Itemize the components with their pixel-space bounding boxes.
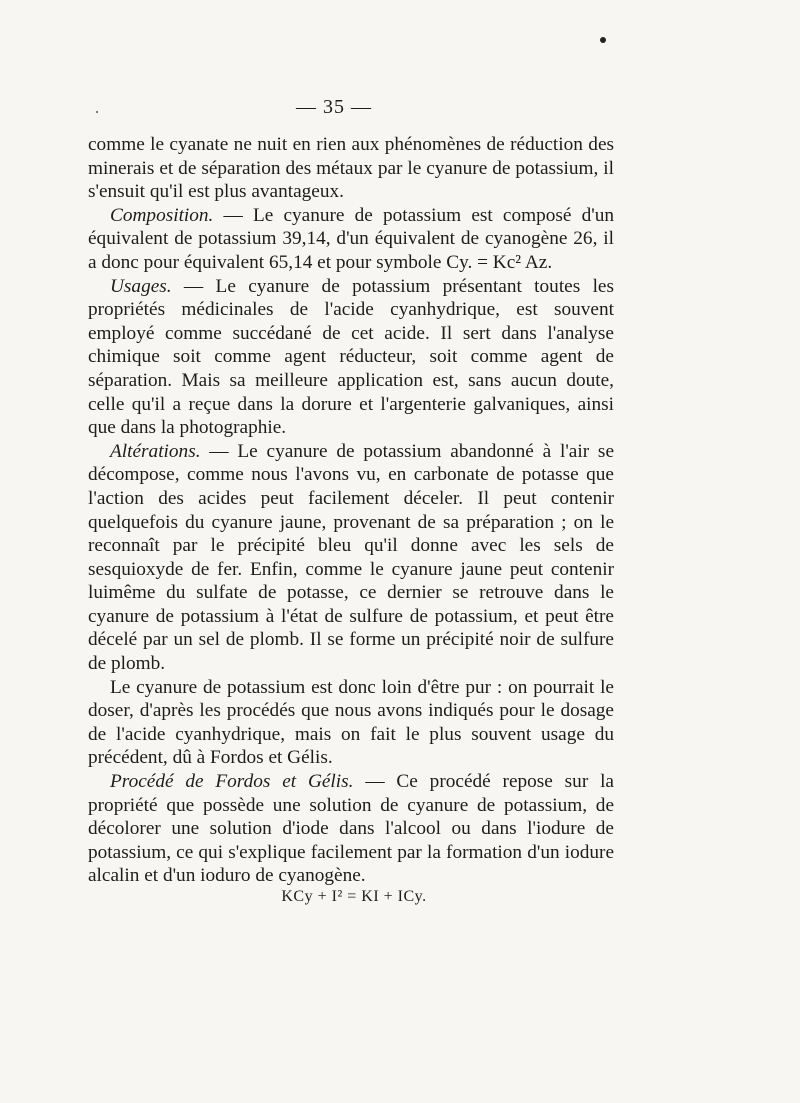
paragraph-text: — Ce procédé repose sur la propriété que possède une solution de cyanure de potassium, de décolorer une solution d'iode dans l'alcool ou dans l'iodure de potassium, ce qui s'explique facilement par la formation d'un iodure alcalin et d'un ioduro de cyanogène. [88,771,614,887]
chemical-formula: KCy + I² = KI + ICy. [281,888,427,905]
paragraph-heading: Procédé de Fordos et Gélis. [110,771,354,793]
paragraph [88,133,614,204]
paragraph [88,770,614,888]
paragraph [88,676,614,770]
paragraph-text: — Le cyanure de potassium présentant toutes les propriétés médicinales de l'acide cyanhydrique, est souvent employé comme succédané de cet acide. Il sert dans l'analyse chimique soit comme agent réducteur, soit comme agent de séparation. Mais sa meilleure application est, sans aucun doute, celle qu'il a reçue dans la dorure et l'argenterie galvaniques, ainsi que dans la photographie. [88,275,614,439]
paragraph-text: comme le cyanate ne nuit en rien aux phénomènes de réduction des minerais et de séparation des métaux par le cyanure de potassium, il s'ensuit qu'il est plus avantageux. [88,134,614,203]
paragraph-heading: Usages. [110,275,172,297]
paragraph-heading: Composition. [110,204,214,226]
paragraph [88,275,614,440]
paragraph-text: Le cyanure de potassium est donc loin d'être pur : on pourrait le doser, d'après les procédés que nous avons indiqués pour le dosage de l'acide cyanhydrique, mais on fait le plus souvent usage du précédent, dû à Fordos et Gélis. [88,676,614,769]
page-number: — 35 — [296,96,372,118]
paragraph [88,440,614,676]
ink-speck [600,37,606,43]
paragraph [88,204,614,275]
paragraph-text: — Le cyanure de potassium abandonné à l'air se décompose, comme nous l'avons vu, en carbonate de potasse que l'action des acides peut facilement déceler. Il peut contenir quelquefois du cyanure jaune, provenant de sa préparation ; on le reconnaît par le précipité bleu qu'il donne avec les sels de sesquioxyde de fer. Enfin, comme le cyanure jaune peut contenir luimême du sulfate de potasse, ce dernier se retrouve dans le cyanure de potassium à l'état de sulfure de potassium, et peut être décelé par un sel de plomb. Il se forme un précipité noir de sulfure de plomb. [88,440,614,675]
body-text [88,133,614,888]
paragraph-heading: Altérations. [110,440,201,462]
paragraph-text: — Le cyanure de potassium est composé d'un équivalent de potassium 39,14, d'un équivalent de cyanogène 26, il a donc pour équivalent 65,14 et pour symbole Cy. = Kc² Az. [88,204,614,273]
